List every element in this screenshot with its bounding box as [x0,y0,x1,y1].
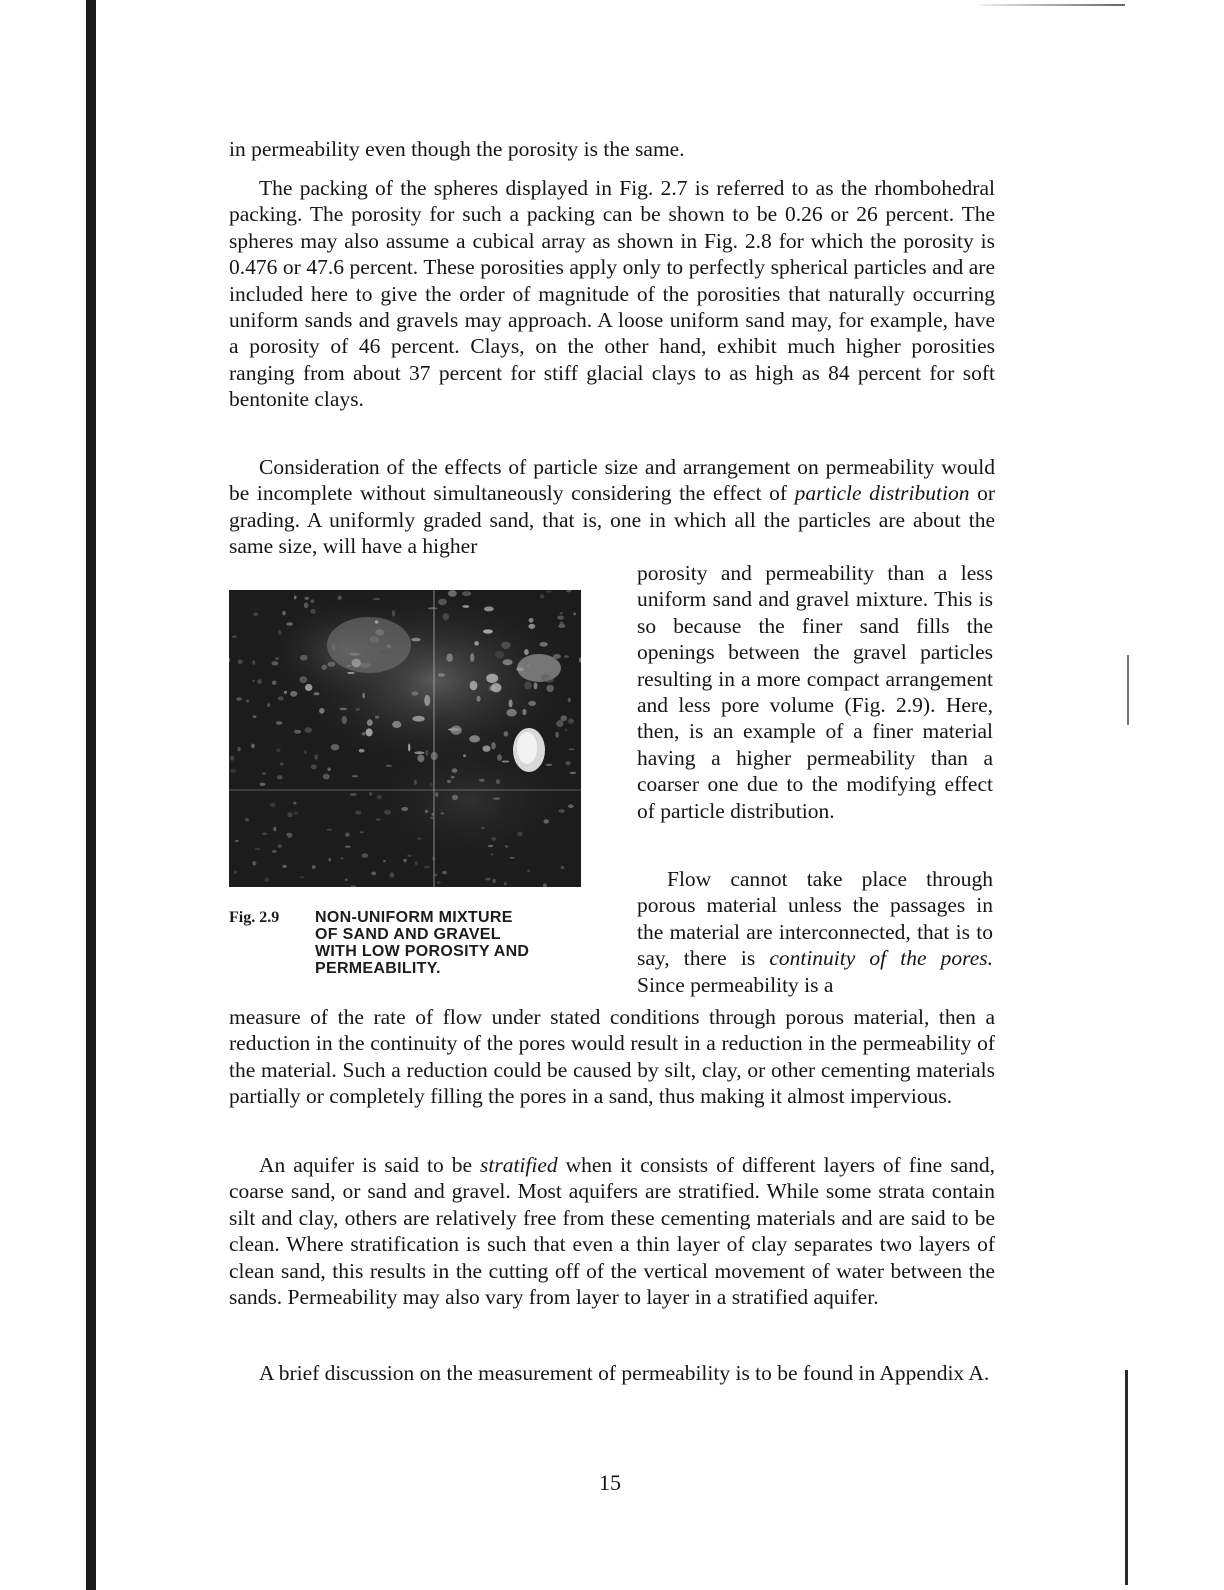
paragraph-distribution-text-b: or grading. A uniformly graded sand, that is, one in which all the particles are about the same size, will have a higher [229,481,995,559]
scan-right-edge [1125,1370,1128,1585]
figure-2-9-photo [229,590,581,887]
paragraph-stratified [229,1152,995,1310]
paragraph-distribution [229,454,995,560]
paragraph-appendix: A brief discussion on the measurement of permeability is to be found in Appendix A. [259,1361,990,1385]
paragraph-continuity-text-a: Flow cannot take place through porous material unless the passages in the material are interconnected, that is to say, there is [637,867,993,971]
page-number: 15 [599,1470,621,1495]
paragraph-continuity-text-b: Since permeability is a [637,972,834,997]
caption-line: PERMEABILITY. [315,960,441,977]
figure-caption-text [315,909,585,977]
paragraph-distribution-text-a: Consideration of the effects of particle size and arrangement on permeability would be incomplete without simultaneously considering the effect of [229,455,995,506]
term-particle-distribution: particle distribution [794,481,970,506]
caption-line: WITH LOW POROSITY AND [315,943,530,960]
figure-number: Fig. 2.9 [229,909,280,926]
scan-left-edge [86,0,96,1590]
paragraph-1: in permeability even though the porosity is the same. [229,137,685,161]
term-stratified: stratified [479,1153,558,1177]
scan-right-mark [1127,655,1129,725]
gravel-photo-image [229,590,581,887]
caption-line: NON-UNIFORM MIXTURE [315,909,513,926]
paragraph-packing: The packing of the spheres displayed in Fig. 2.7 is referred to as the rhombohedral packing. The porosity for such a packing can be shown to be 0.26 or 26 percent. The spheres may also assume a cubical array as shown in Fig. 2.8 for which the porosity is 0.476 or 47.6 percent. These porosities apply only to perfectly spherical particles and are included here to give the order of magnitude of the porosities that naturally occurring uniform sands and gravels may approach. A loose uniform sand may, for example, have a porosity of 46 percent. Clays, on the other hand, exhibit much higher porosities ranging from about 37 percent for stiff glacial clays to as high as 84 percent for soft bentonite clays. [229,176,995,412]
caption-line: OF SAND AND GRAVEL [315,926,501,943]
paragraph-stratified-text-b: when it consists of different layers of fine sand, coarse sand, or sand and gravel. Most aquifers are stratified. While some strata contain silt and clay, others are relatively free from these cementing materials and are said to be clean. Where stratification is such that even a thin layer of clay separates two layers of clean sand, this results in the cutting off of the vertical movement of water between the sands. Permeability may also vary from layer to layer in a stratified aquifer. [229,1153,995,1310]
paragraph-distribution-continued: porosity and permeability than a less uniform sand and gravel mixture. This is so because the finer sand fills the openings between the gravel particles resulting in a more compact arrangement and less pore volume (Fig. 2.9). Here, then, is an example of a finer material having a higher permeability than a coarser one due to the modifying effect of particle distribution. [637,561,993,823]
paragraph-continuity-continued: measure of the rate of flow under stated conditions through porous material, then a reduction in the continuity of the pores would result in a reduction in the permeability of the material. Such a reduction could be caused by silt, clay, or other cementing materials partially or completely filling the pores in a sand, thus making it almost impervious. [229,1005,995,1109]
term-continuity-of-pores: continuity of the pores. [769,946,993,971]
paragraph-stratified-text-a: An aquifer is said to be [259,1153,480,1177]
paragraph-continuity [637,866,993,998]
scan-top-rule [980,4,1125,6]
